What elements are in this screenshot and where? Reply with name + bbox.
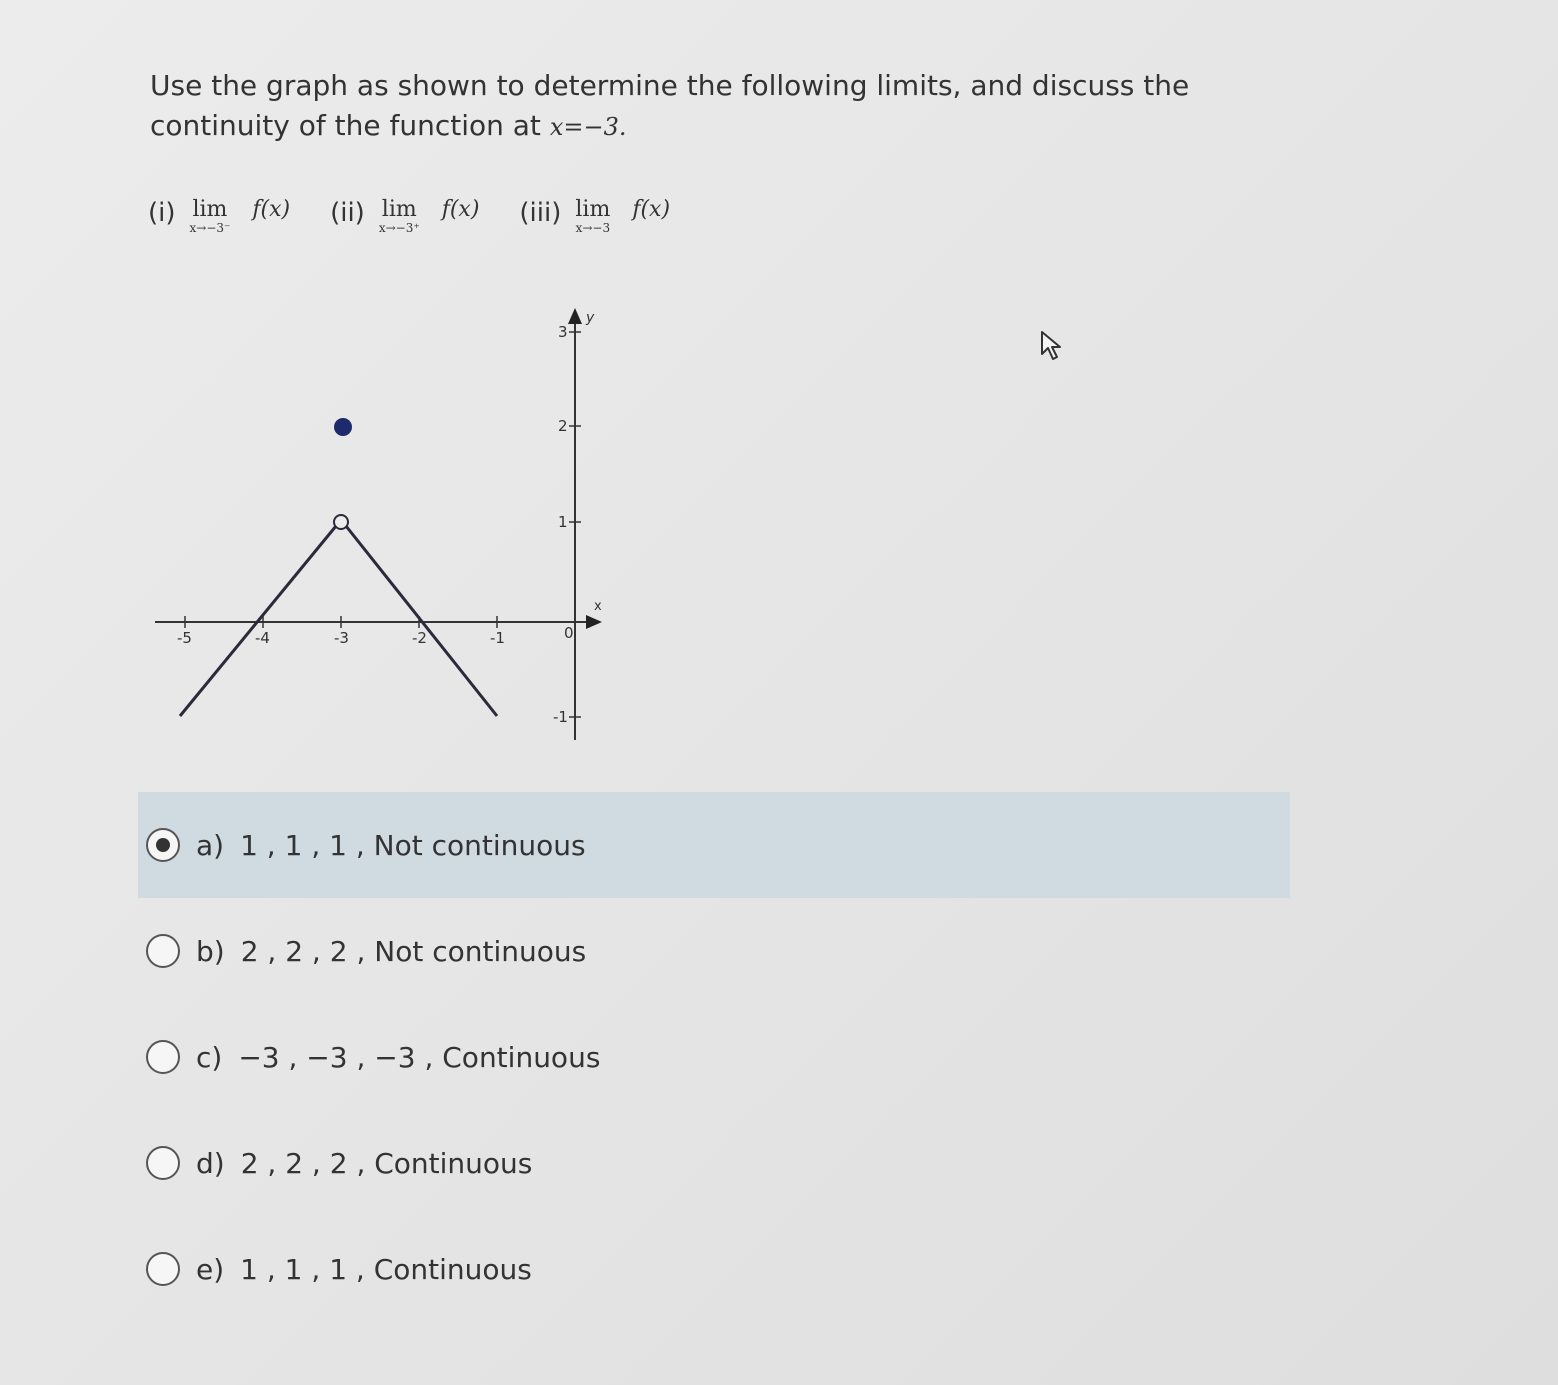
part-ii [330, 198, 479, 234]
y-tick-label: 1 [558, 513, 568, 531]
function-expression: f(x) [441, 197, 480, 222]
x-tick-label: -5 [177, 629, 192, 647]
x-axis-label: x [594, 599, 602, 614]
open-point [334, 515, 348, 529]
lim-word: lim [192, 197, 228, 222]
lim-subscript: x→−3⁻ [189, 221, 231, 235]
option-letter: e) [196, 1252, 225, 1286]
part-label: (ii) [330, 198, 365, 228]
part-label: (i) [148, 198, 176, 228]
option-letter: d) [196, 1146, 225, 1180]
radio-icon[interactable] [146, 1146, 180, 1180]
mouse-pointer-icon [1040, 330, 1064, 362]
x-axis-arrow-icon [586, 615, 602, 629]
limit-expression [190, 198, 231, 234]
function-expression: f(x) [632, 197, 671, 222]
part-i [148, 198, 290, 234]
filled-point [334, 418, 352, 436]
part-label: (iii) [519, 198, 562, 228]
x-tick-label: -3 [334, 629, 349, 647]
radio-icon[interactable] [146, 1252, 180, 1286]
part-iii [519, 198, 670, 234]
option-text: 1 , 1 , 1 , Continuous [240, 1252, 532, 1286]
option-text: 1 , 1 , 1 , Not continuous [240, 828, 586, 862]
option-letter: a) [196, 828, 225, 862]
option-text: 2 , 2 , 2 , Not continuous [240, 934, 587, 968]
y-tick-label: 2 [558, 417, 568, 435]
lim-word: lim [575, 197, 611, 222]
function-expression: f(x) [252, 197, 291, 222]
option-letter: c) [196, 1040, 223, 1074]
limit-expression [379, 198, 420, 234]
lim-word: lim [381, 197, 417, 222]
option-a[interactable] [138, 792, 1290, 898]
lim-subscript: x→−3 [575, 221, 611, 235]
y-axis-label: y [586, 310, 595, 326]
option-d[interactable] [138, 1110, 1290, 1216]
function-graph [150, 300, 620, 750]
question-text [150, 66, 1290, 147]
limit-parts [148, 198, 670, 234]
x-tick-label: -1 [490, 629, 505, 647]
y-tick-label: -1 [553, 708, 568, 726]
radio-icon[interactable] [146, 1040, 180, 1074]
y-tick-label: 3 [558, 323, 568, 341]
radio-selected-icon[interactable] [146, 828, 180, 862]
x-tick-label: -2 [412, 629, 427, 647]
question-body: Use the graph as shown to determine the following limits, and discuss the continuity of the function at [150, 69, 1190, 142]
option-text: 2 , 2 , 2 , Continuous [240, 1146, 533, 1180]
x-tick-label: -4 [255, 629, 270, 647]
lim-subscript: x→−3⁺ [378, 221, 420, 235]
answer-options [138, 792, 1290, 1322]
option-text: −3 , −3 , −3 , Continuous [238, 1040, 601, 1074]
radio-icon[interactable] [146, 934, 180, 968]
limit-expression [575, 198, 610, 234]
question-point: x=−3. [549, 113, 627, 141]
option-e[interactable] [138, 1216, 1290, 1322]
option-c[interactable] [138, 1004, 1290, 1110]
option-letter: b) [196, 934, 225, 968]
option-b[interactable] [138, 898, 1290, 1004]
origin-label: 0 [564, 624, 574, 642]
y-axis-arrow-icon [568, 308, 582, 324]
